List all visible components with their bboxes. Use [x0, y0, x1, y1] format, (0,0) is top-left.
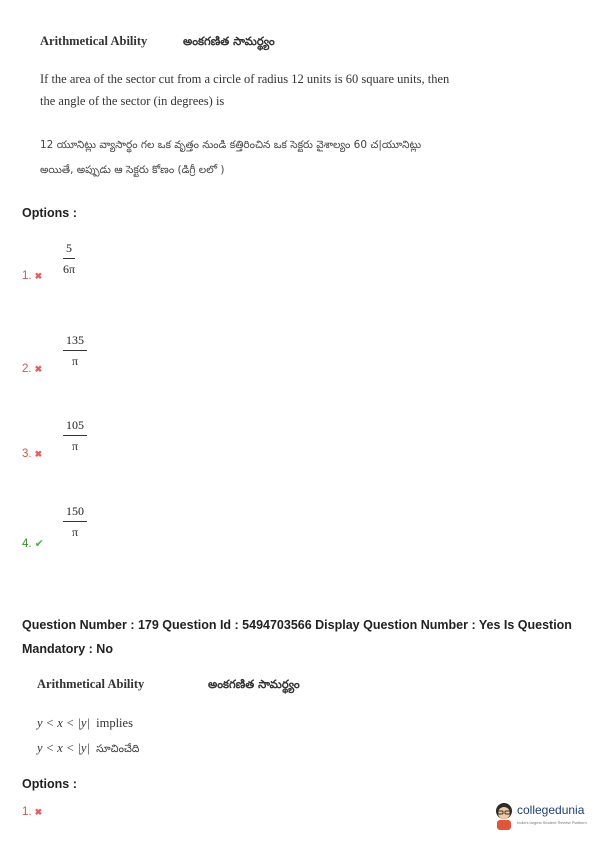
wrong-mark-icon: ✖ [34, 807, 43, 817]
inequality-expression: y < x < |y| [37, 716, 90, 730]
option-1-q2-number: 1. [22, 806, 32, 818]
subject-telugu: అంకగణిత సామర్థ్యం [183, 34, 275, 48]
option-2-fraction [63, 333, 87, 369]
option-4-denominator: π [71, 525, 79, 539]
option-2-number: 2. [22, 363, 32, 375]
wrong-mark-icon: ✖ [34, 364, 43, 374]
logo-mascot-icon [493, 801, 515, 831]
wrong-mark-icon: ✖ [34, 271, 43, 281]
logo-tagline: India's largest Student Review Platform [517, 820, 587, 825]
option-3-denominator: π [71, 439, 79, 453]
question-tail-english: implies [96, 716, 133, 730]
subject-english: Arithmetical Ability [40, 34, 148, 48]
option-4[interactable] [22, 537, 44, 550]
question-telugu-line1: 12 యూనిట్లు వ్యాసార్థం గల ఒక వృత్తం నుండి కత్తిరించిన ఒక సెక్టరు వైశాల్యం 60 చ|యూనిట్లు [40, 139, 422, 151]
logo-name: collegedunia [517, 803, 585, 817]
question-text-line1: If the area of the sector cut from a circle of radius 12 units is 60 square units, then [40, 72, 450, 86]
question-header-line2: Mandatory : No [22, 642, 113, 656]
wrong-mark-icon: ✖ [34, 449, 43, 459]
option-1[interactable] [22, 270, 42, 282]
question-telugu-line2: అయితే, అప్పుడు ఆ సెక్టరు కోణం (డిగ్రీ లలో ) [40, 164, 225, 176]
check-mark-icon: ✔ [34, 538, 44, 550]
option-2-denominator: π [71, 354, 79, 368]
subject-english-q2: Arithmetical Ability [37, 677, 145, 691]
option-2-numerator: 135 [63, 333, 87, 351]
subject-telugu-q2: అంకగణిత సామర్థ్యం [208, 677, 300, 691]
collegedunia-logo[interactable] [493, 799, 588, 831]
option-3-number: 3. [22, 448, 32, 460]
option-1-numerator: 5 [63, 241, 75, 259]
option-1-denominator: 6π [63, 262, 76, 276]
question-tail-telugu: సూచించేది [96, 743, 140, 755]
option-4-fraction [63, 504, 87, 540]
question-text-q2-english [37, 713, 133, 734]
option-3[interactable] [22, 448, 42, 460]
inequality-expression-2: y < x < |y| [37, 741, 90, 755]
option-3-fraction [63, 418, 87, 454]
option-4-number: 4. [22, 538, 32, 550]
option-1-fraction [63, 241, 75, 277]
options-label: Options : [22, 206, 77, 220]
option-2[interactable] [22, 363, 42, 375]
option-1-number: 1. [22, 270, 32, 282]
option-3-numerator: 105 [63, 418, 87, 436]
question-text-q2-telugu [37, 738, 139, 760]
option-4-numerator: 150 [63, 504, 87, 522]
options-label-q2: Options : [22, 777, 77, 791]
option-1-q2[interactable] [22, 806, 42, 818]
question-header-line1: Question Number : 179 Question Id : 5494703566 Display Question Number : Yes Is Question [22, 618, 572, 632]
question-text-line2: the angle of the sector (in degrees) is [40, 94, 225, 108]
